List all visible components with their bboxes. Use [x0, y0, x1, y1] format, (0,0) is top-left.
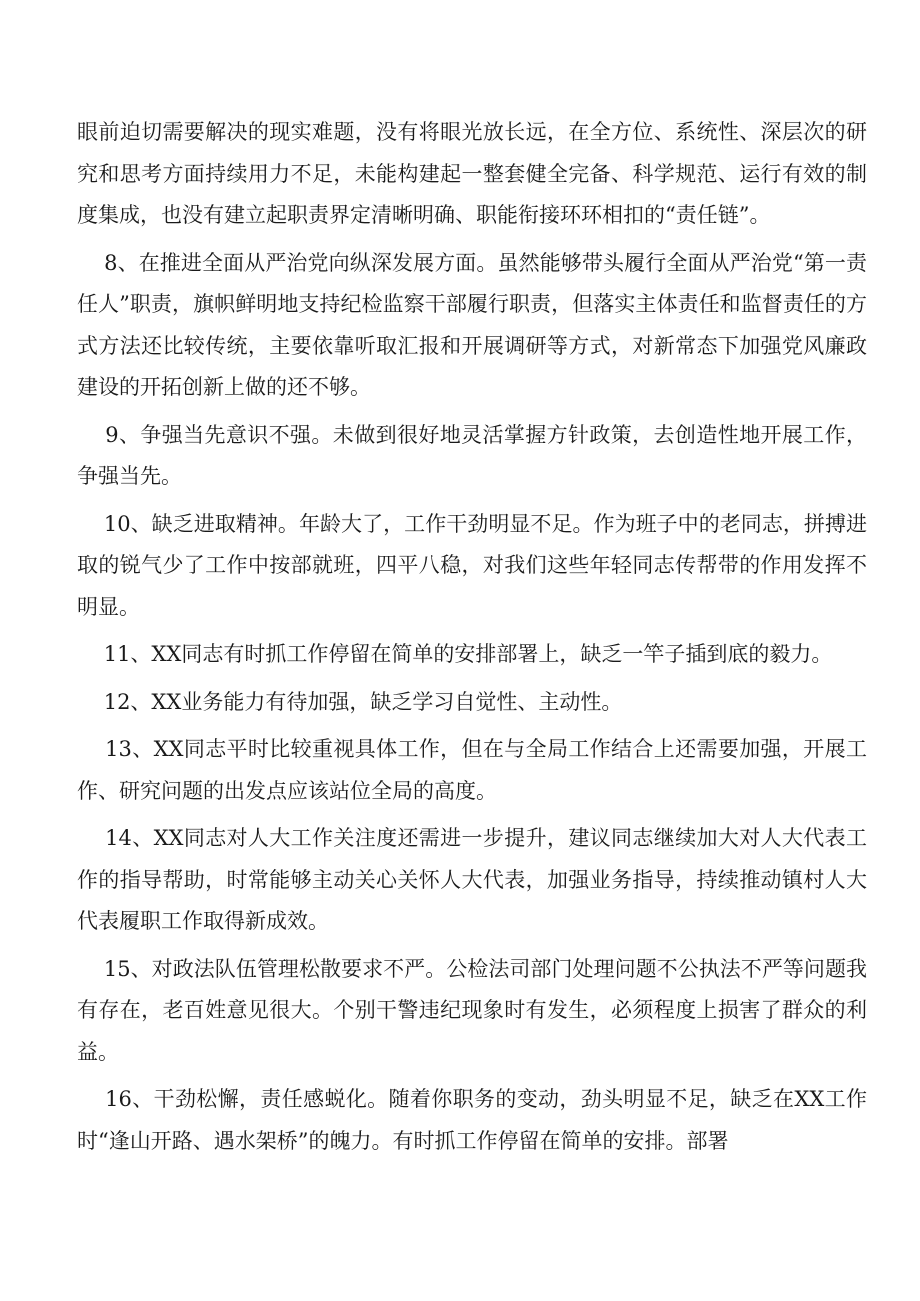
paragraph-item-11: 11、XX同志有时抓工作停留在简单的安排部署上，缺乏一竿子插到底的毅力。	[77, 642, 833, 666]
paragraph-item-10: 10、缺乏进取精神。年龄大了，工作干劲明显不足。作为班子中的老同志，拼搏进取的锐气少了工作中按部就班，四平八稳，对我们这些年轻同志传帮带的作用发挥不明显。	[77, 511, 868, 619]
paragraph-item-8: 8、在推进全面从严治党向纵深发展方面。虽然能够带头履行全面从严治党“第一责任人”职责，旗帜鲜明地支持纪检监察干部履行职责，但落实主体责任和监督责任的方式方法还比较传统，主要依靠听取汇报和开展调研等方式，对新常态下加强党风廉政建设的开拓创新上做的还不够。	[77, 250, 868, 399]
paragraph-item-9: 9、争强当先意识不强。未做到很好地灵活掌握方针政策，去创造性地开展工作，争强当先。	[77, 422, 867, 488]
paragraph-item-15: 15、对政法队伍管理松散要求不严。公检法司部门处理问题不公执法不严等问题我有存在，老百姓意见很大。个别干警违纪现象时有发生，必须程度上损害了群众的利益。	[77, 956, 868, 1064]
paragraph-continuation: 眼前迫切需要解决的现实难题，没有将眼光放长远，在全方位、系统性、深层次的研究和思考方面持续用力不足，未能构建起一整套健全完备、科学规范、运行有效的制度集成，也没有建立起职责界定清晰明确、职能衔接环环相扣的“责任链”。	[77, 120, 867, 227]
paragraph-item-16: 16、干劲松懈，责任感蜕化。随着你职务的变动，劲头明显不足，缺乏在XX工作时“逢山开路、遇水架桥”的魄力。有时抓工作停留在简单的安排。部署	[77, 1087, 867, 1153]
document-body	[77, 112, 867, 1168]
paragraph-item-13: 13、XX同志平时比较重视具体工作，但在与全局工作结合上还需要加强，开展工作、研究问题的出发点应该站位全局的高度。	[77, 737, 867, 803]
paragraph-item-12: 12、XX业务能力有待加强，缺乏学习自觉性、主动性。	[77, 689, 623, 714]
paragraph-item-14: 14、XX同志对人大工作关注度还需进一步提升，建议同志继续加大对人大代表工作的指导帮助，时常能够主动关心关怀人大代表，加强业务指导，持续推动镇村人大代表履职工作取得新成效。	[77, 826, 867, 933]
